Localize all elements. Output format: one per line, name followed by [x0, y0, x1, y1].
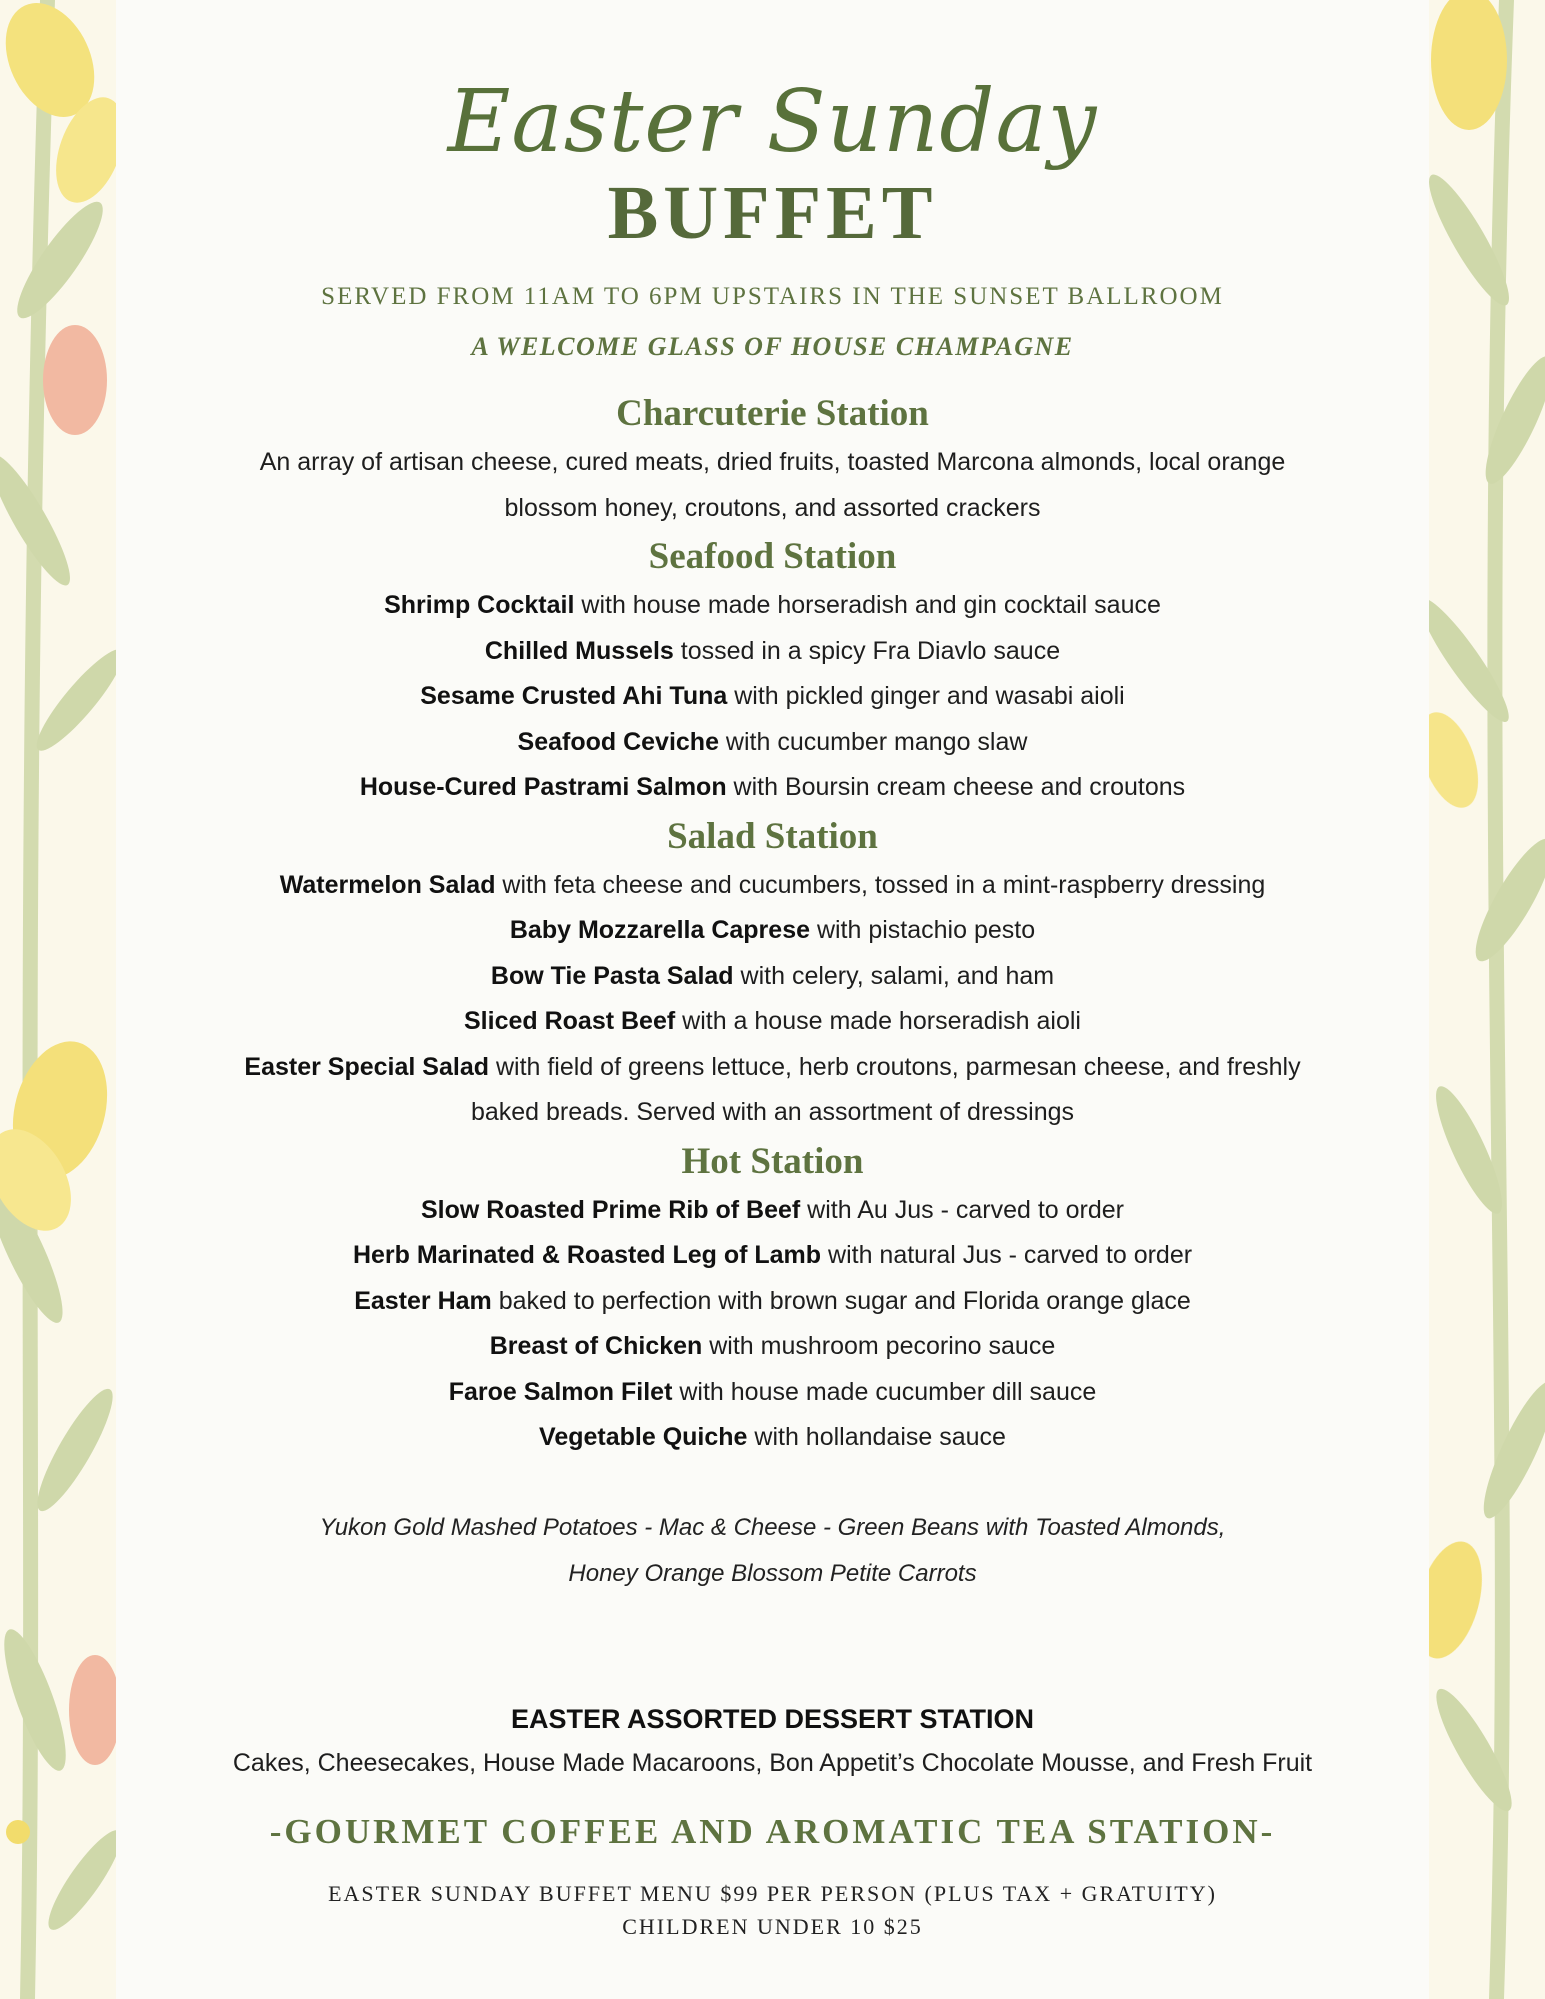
station-title: Salad Station: [667, 815, 878, 857]
script-title: Easter Sunday: [447, 72, 1098, 172]
menu-item: [116, 1415, 1429, 1461]
sides-line: Honey Orange Blossom Petite Carrots: [568, 1559, 977, 1587]
item-detail: baked to perfection with brown sugar and Florida orange glace: [491, 1286, 1191, 1315]
item-name: Chilled Mussels: [484, 636, 674, 665]
menu-item: [116, 1279, 1429, 1325]
menu-body: [116, 388, 1429, 1943]
item-name: Seafood Ceviche: [517, 727, 719, 756]
sides-line: Yukon Gold Mashed Potatoes - Mac & Cheese - Green Beans with Toasted Almonds,: [319, 1513, 1226, 1541]
side-dishes: [116, 1505, 1429, 1597]
item-detail: with pistachio pesto: [810, 916, 1036, 944]
item-name: House-Cured Pastrami Salmon: [359, 773, 727, 801]
station-title: Seafood Station: [648, 536, 897, 577]
menu-item: [116, 1370, 1429, 1416]
main-title: BUFFET: [607, 171, 938, 255]
dessert-items: Cakes, Cheesecakes, House Made Macaroons, Bon Appetit’s Chocolate Mousse, and Fresh Fruit: [232, 1748, 1313, 1777]
menu-item: [116, 765, 1429, 811]
menu-item: [116, 999, 1429, 1045]
coffee-tea-station: -GOURMET COFFEE AND AROMATIC TEA STATION-: [269, 1811, 1276, 1851]
station-description: An array of artisan cheese, cured meats, dried fruits, toasted Marcona almonds, local orange blossom honey, croutons, and assorted crackers: [259, 448, 1286, 522]
item-detail: with feta cheese and cucumbers, tossed in a mint-raspberry dressing: [495, 870, 1266, 899]
item-detail: with celery, salami, and ham: [733, 961, 1055, 990]
menu-item: [116, 629, 1429, 675]
menu-item: [116, 863, 1429, 909]
item-name: Vegetable Quiche: [539, 1423, 748, 1451]
item-name: Slow Roasted Prime Rib of Beef: [420, 1195, 801, 1224]
item-name: Herb Marinated & Roasted Leg of Lamb: [352, 1241, 822, 1269]
menu-item: [116, 954, 1429, 1000]
item-detail: with hollandaise sauce: [747, 1423, 1006, 1451]
item-name: Sliced Roast Beef: [464, 1007, 676, 1035]
welcome-note: A WELCOME GLASS OF HOUSE CHAMPAGNE: [471, 332, 1074, 361]
charcuterie-station: [116, 388, 1429, 531]
item-name: Sesame Crusted Ahi Tuna: [420, 682, 728, 710]
menu-item: [116, 1324, 1429, 1370]
item-name: Watermelon Salad: [279, 870, 496, 899]
salad-station: [116, 811, 1429, 1136]
menu-item: [116, 1233, 1429, 1279]
item-name: Baby Mozzarella Caprese: [509, 916, 810, 944]
menu-item: [116, 908, 1429, 954]
station-title: Charcuterie Station: [616, 393, 929, 434]
item-detail: with Au Jus - carved to order: [800, 1195, 1124, 1224]
menu-item: [116, 674, 1429, 720]
item-name: Easter Ham: [354, 1286, 492, 1315]
menu-item: [116, 720, 1429, 766]
item-name: Faroe Salmon Filet: [448, 1377, 673, 1406]
item-detail: with house made cucumber dill sauce: [672, 1377, 1097, 1406]
yellow-flower-icon: [0, 0, 116, 1245]
item-detail: with pickled ginger and wasabi aioli: [727, 682, 1125, 710]
menu-paper: [116, 0, 1429, 1999]
item-detail: with a house made horseradish aioli: [675, 1007, 1081, 1035]
floral-border-right: [1429, 0, 1545, 1999]
item-detail: with natural Jus - carved to order: [821, 1241, 1193, 1269]
station-title: Hot Station: [681, 1140, 864, 1182]
item-name: Shrimp Cocktail: [384, 591, 575, 619]
item-detail: with cucumber mango slaw: [718, 727, 1028, 756]
item-detail: with mushroom pecorino sauce: [702, 1332, 1056, 1360]
item-detail: tossed in a spicy Fra Diavlo sauce: [673, 636, 1061, 665]
item-name: Breast of Chicken: [489, 1332, 703, 1360]
item-name: Bow Tie Pasta Salad: [490, 961, 734, 990]
menu-item: [223, 1045, 1323, 1136]
price-children: CHILDREN UNDER 10 $25: [622, 1913, 923, 1939]
dessert-title: EASTER ASSORTED DESSERT STATION: [510, 1703, 1035, 1734]
menu-item: [116, 583, 1429, 629]
seafood-station: [116, 531, 1429, 811]
price-adult: EASTER SUNDAY BUFFET MENU $99 PER PERSON (PLUS TAX + GRATUITY): [328, 1880, 1217, 1906]
hot-station: [116, 1136, 1429, 1461]
item-detail: with Boursin cream cheese and croutons: [726, 773, 1186, 801]
item-name: Easter Special Salad: [244, 1052, 490, 1081]
item-detail: with house made horseradish and gin cocktail sauce: [574, 591, 1161, 619]
floral-border-left: [0, 0, 116, 1999]
menu-item: [116, 1188, 1429, 1234]
served-info: SERVED FROM 11AM TO 6PM UPSTAIRS IN THE SUNSET BALLROOM: [321, 283, 1224, 310]
pricing: [116, 1877, 1429, 1943]
item-detail: with field of greens lettuce, herb croutons, parmesan cheese, and freshly baked breads. Served with an assortment of dressings: [470, 1052, 1301, 1126]
